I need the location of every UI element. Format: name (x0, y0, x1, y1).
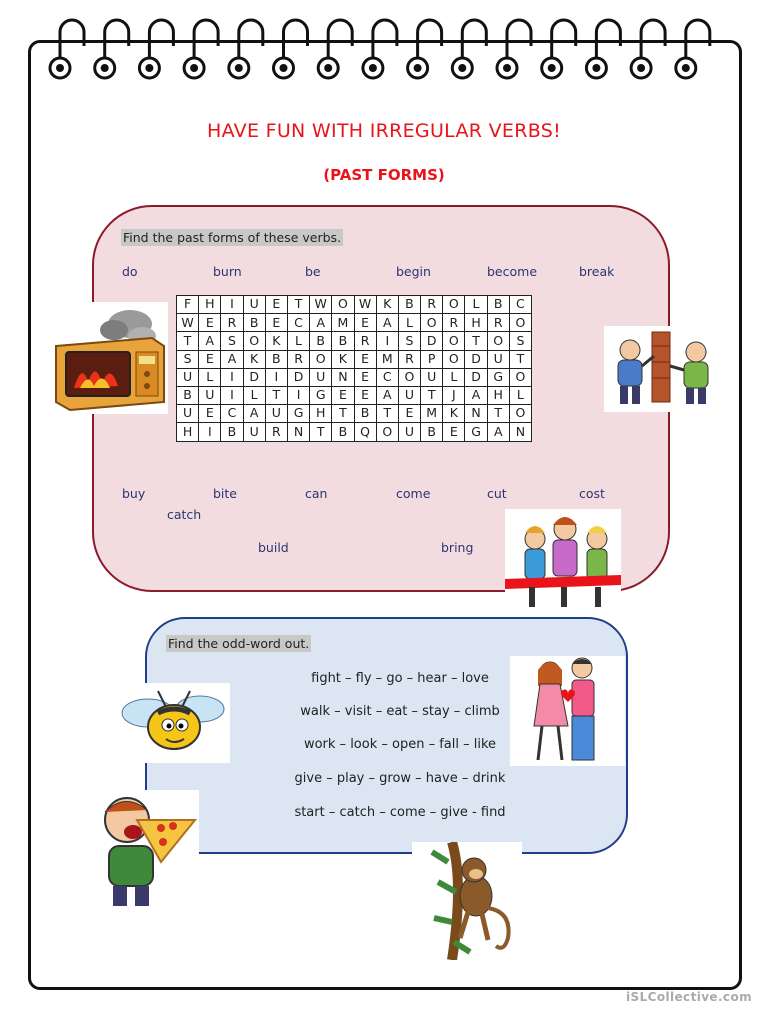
grid-letter: U (487, 350, 509, 368)
grid-letter: G (310, 386, 332, 404)
ring-icon (274, 20, 308, 78)
grid-letter: R (221, 314, 243, 332)
verb-item: break (579, 264, 615, 279)
grid-letter: N (332, 368, 354, 386)
grid-letter: T (509, 350, 531, 368)
grid-letter: O (310, 350, 332, 368)
grid-letter: T (465, 332, 487, 350)
grid-letter: U (243, 296, 265, 314)
couple-clipart (510, 656, 625, 766)
grid-letter: U (177, 405, 199, 423)
verb-item: cut (487, 486, 507, 501)
grid-letter: E (354, 368, 376, 386)
grid-letter: I (265, 368, 287, 386)
grid-row (177, 423, 532, 441)
verb-item: become (487, 264, 538, 279)
grid-letter: A (487, 423, 509, 441)
grid-letter: F (177, 296, 199, 314)
grid-letter: R (487, 314, 509, 332)
grid-letter: L (199, 368, 221, 386)
grid-letter: O (509, 405, 531, 423)
grid-letter: B (332, 332, 354, 350)
grid-letter: S (177, 350, 199, 368)
grid-letter: O (443, 332, 465, 350)
ring-icon (631, 20, 665, 78)
ring-icon (363, 20, 397, 78)
grid-letter: O (487, 332, 509, 350)
grid-row (177, 350, 532, 368)
grid-letter: D (465, 350, 487, 368)
odd-word-instruction: Find the odd-word out. (168, 636, 310, 651)
grid-letter: B (265, 350, 287, 368)
grid-letter: H (177, 423, 199, 441)
grid-letter: T (487, 405, 509, 423)
ring-icon (452, 20, 486, 78)
grid-letter: W (177, 314, 199, 332)
grid-letter: M (332, 314, 354, 332)
grid-letter: N (287, 423, 309, 441)
grid-letter: T (421, 386, 443, 404)
grid-letter: C (509, 296, 531, 314)
ring-icon (95, 20, 129, 78)
grid-letter: W (354, 296, 376, 314)
grid-letter: T (177, 332, 199, 350)
grid-letter: U (398, 386, 420, 404)
verb-item: buy (122, 486, 146, 501)
grid-letter: M (376, 350, 398, 368)
grid-letter: A (221, 350, 243, 368)
grid-letter: U (243, 423, 265, 441)
grid-letter: G (487, 368, 509, 386)
grid-letter: K (376, 296, 398, 314)
grid-letter: C (221, 405, 243, 423)
grid-letter: T (376, 405, 398, 423)
grid-letter: O (376, 423, 398, 441)
grid-letter: B (243, 314, 265, 332)
grid-letter: L (398, 314, 420, 332)
ring-icon (229, 20, 263, 78)
grid-letter: J (443, 386, 465, 404)
grid-letter: O (421, 314, 443, 332)
wall-breaking-clipart (604, 326, 720, 412)
ring-icon (50, 20, 84, 78)
grid-letter: H (199, 296, 221, 314)
grid-letter: U (310, 368, 332, 386)
grid-letter: E (199, 350, 221, 368)
grid-letter: I (287, 386, 309, 404)
verb-item: build (258, 540, 289, 555)
grid-letter: O (398, 368, 420, 386)
verb-item: bring (441, 540, 474, 555)
grid-letter: O (443, 350, 465, 368)
grid-letter: O (509, 368, 531, 386)
grid-letter: G (465, 423, 487, 441)
grid-letter: Q (354, 423, 376, 441)
grid-letter: A (243, 405, 265, 423)
grid-letter: A (376, 314, 398, 332)
grid-letter: U (421, 368, 443, 386)
grid-letter: L (443, 368, 465, 386)
grid-letter: D (465, 368, 487, 386)
grid-letter: T (332, 405, 354, 423)
grid-row (177, 368, 532, 386)
grid-letter: N (509, 423, 531, 441)
odd-word-line: walk – visit – eat – stay – climb (300, 704, 500, 719)
grid-letter: L (509, 386, 531, 404)
source-credit: iSLCollective.com (626, 990, 752, 1004)
ring-icon (586, 20, 620, 78)
verb-item: catch (167, 507, 202, 522)
grid-letter: R (398, 350, 420, 368)
ring-icon (184, 20, 218, 78)
grid-letter: H (310, 405, 332, 423)
odd-word-line: work – look – open – fall – like (303, 737, 497, 752)
word-search-grid (176, 295, 532, 442)
grid-letter: K (243, 350, 265, 368)
grid-letter: M (421, 405, 443, 423)
grid-letter: B (398, 296, 420, 314)
grid-letter: D (243, 368, 265, 386)
grid-letter: H (487, 386, 509, 404)
grid-letter: W (310, 296, 332, 314)
grid-letter: S (398, 332, 420, 350)
grid-letter: B (487, 296, 509, 314)
grid-letter: T (265, 386, 287, 404)
grid-letter: A (310, 314, 332, 332)
grid-letter: S (221, 332, 243, 350)
grid-letter: I (376, 332, 398, 350)
odd-word-line: give – play – grow – have – drink (294, 771, 506, 786)
grid-letter: T (287, 296, 309, 314)
grid-letter: T (310, 423, 332, 441)
grid-letter: O (332, 296, 354, 314)
odd-word-line: start – catch – come – give - find (294, 805, 506, 820)
grid-letter: U (265, 405, 287, 423)
page-title: HAVE FUN WITH IRREGULAR VERBS! (206, 120, 561, 142)
grid-letter: U (177, 368, 199, 386)
grid-letter: S (509, 332, 531, 350)
ribbon-cutting-clipart (505, 509, 621, 609)
grid-letter: B (221, 423, 243, 441)
grid-letter: L (287, 332, 309, 350)
grid-letter: O (443, 296, 465, 314)
grid-letter: B (310, 332, 332, 350)
grid-letter: R (287, 350, 309, 368)
grid-letter: N (465, 405, 487, 423)
ring-icon (497, 20, 531, 78)
grid-row (177, 332, 532, 350)
grid-letter: E (265, 296, 287, 314)
bee-clipart (118, 683, 230, 763)
verb-item: cost (579, 486, 605, 501)
monkey-clipart (412, 842, 522, 960)
grid-letter: O (509, 314, 531, 332)
grid-letter: R (421, 296, 443, 314)
grid-letter: E (199, 314, 221, 332)
grid-letter: D (421, 332, 443, 350)
odd-word-line: fight – fly – go – hear – love (311, 671, 489, 686)
grid-letter: B (421, 423, 443, 441)
verb-item: do (122, 264, 138, 279)
grid-letter: K (443, 405, 465, 423)
verb-item: can (305, 486, 328, 501)
grid-letter: K (265, 332, 287, 350)
grid-letter: U (398, 423, 420, 441)
oven-clipart (52, 302, 168, 414)
grid-letter: E (443, 423, 465, 441)
grid-letter: L (465, 296, 487, 314)
grid-letter: A (376, 386, 398, 404)
grid-row (177, 314, 532, 332)
grid-letter: A (465, 386, 487, 404)
grid-letter: E (199, 405, 221, 423)
grid-letter: A (199, 332, 221, 350)
grid-letter: K (332, 350, 354, 368)
grid-letter: B (332, 423, 354, 441)
grid-letter: H (465, 314, 487, 332)
grid-letter: U (199, 386, 221, 404)
grid-row (177, 386, 532, 404)
verb-item: burn (213, 264, 242, 279)
verb-item: begin (396, 264, 431, 279)
grid-letter: E (332, 386, 354, 404)
grid-letter: E (265, 314, 287, 332)
grid-letter: L (243, 386, 265, 404)
pizza-boy-clipart (95, 790, 199, 910)
ring-icon (676, 20, 710, 78)
ring-icon (542, 20, 576, 78)
grid-letter: E (354, 350, 376, 368)
grid-letter: R (443, 314, 465, 332)
ring-icon (139, 20, 173, 78)
grid-letter: E (354, 314, 376, 332)
ring-icon (318, 20, 352, 78)
grid-letter: E (398, 405, 420, 423)
grid-row (177, 296, 532, 314)
word-search-instruction: Find the past forms of these verbs. (123, 230, 342, 245)
grid-letter: B (177, 386, 199, 404)
verb-item: come (396, 486, 431, 501)
grid-letter: D (287, 368, 309, 386)
grid-letter: I (221, 296, 243, 314)
grid-letter: I (221, 386, 243, 404)
grid-letter: R (265, 423, 287, 441)
grid-letter: O (243, 332, 265, 350)
grid-letter: R (354, 332, 376, 350)
grid-letter: I (199, 423, 221, 441)
verb-item: be (305, 264, 321, 279)
grid-letter: C (376, 368, 398, 386)
grid-letter: I (221, 368, 243, 386)
page-subtitle: (PAST FORMS) (323, 166, 445, 184)
grid-letter: B (354, 405, 376, 423)
grid-letter: C (287, 314, 309, 332)
verb-item: bite (213, 486, 237, 501)
grid-letter: G (287, 405, 309, 423)
grid-row (177, 405, 532, 423)
grid-letter: E (354, 386, 376, 404)
ring-icon (408, 20, 442, 78)
spiral-rings (0, 0, 768, 90)
grid-letter: P (421, 350, 443, 368)
